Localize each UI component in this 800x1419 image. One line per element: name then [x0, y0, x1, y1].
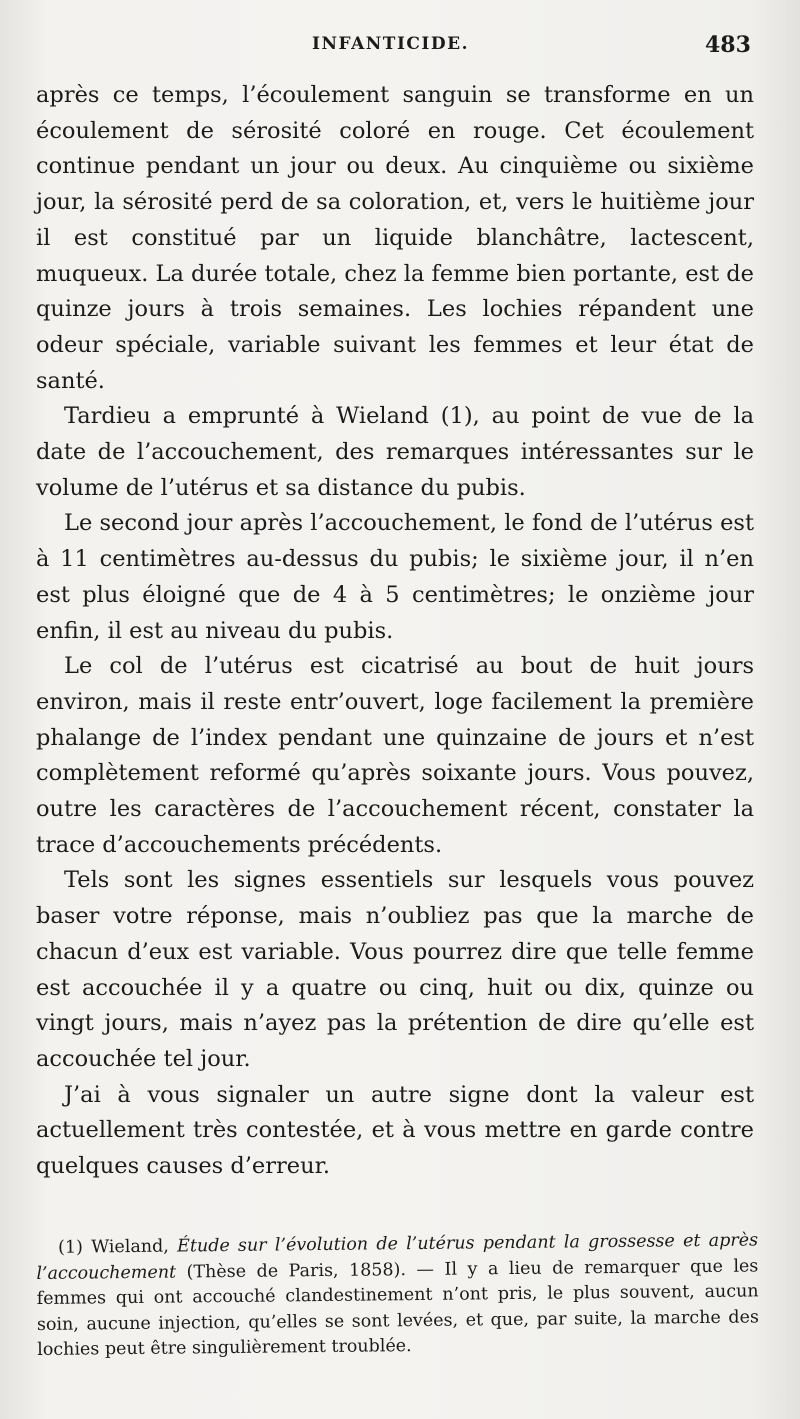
- footnote-title: Étude sur l’évolution de l’utérus pendant la grossesse et après l’accouchement: [36, 1230, 759, 1284]
- body-text: [36, 78, 754, 1185]
- running-head: INFANTICIDE.: [312, 34, 469, 54]
- page-header: [0, 30, 800, 70]
- paragraph-2: Tardieu a emprunté à Wieland (1), au point de vue de la date de l’accouchement, des remarques intéressantes sur le volume de l’utérus et sa distance du pubis.: [36, 403, 754, 501]
- footnote-marker: (1): [58, 1237, 84, 1258]
- footnote-author: Wieland,: [91, 1236, 169, 1258]
- footnote-text: (Thèse de Paris, 1858). — Il y a lieu de remarquer que les femmes qui ont accouché clandestinement n’ont pris, le plus souvent, aucun soin, aucune injection, qu’elles se sont levées, et que, par suite, la marche des lochies peut être singulièrement troublée.: [36, 1255, 759, 1360]
- page-number: 483: [705, 32, 751, 58]
- paragraph-1: après ce temps, l’écoulement sanguin se transforme en un écoulement de sérosité coloré en rouge. Cet écoulement continue pendant un jour ou deux. Au cinquième ou sixième jour, la sérosité perd de sa coloration, et, vers le huitième jour il est constitué par un liquide blanchâtre, lactescent, muqueux. La durée totale, chez la femme bien portante, est de quinze jours à trois semaines. Les lochies répandent une odeur spéciale, variable suivant les femmes et leur état de santé.: [36, 82, 754, 394]
- footnote: [36, 1228, 759, 1363]
- paragraph-4: Le col de l’utérus est cicatrisé au bout de huit jours environ, mais il reste entr’ouvert, loge facilement la première phalange de l’index pendant une quinzaine de jours et n’est complètement reformé qu’après soixante jours. Vous pouvez, outre les caractères de l’accouchement récent, constater la trace d’accouchements précédents.: [36, 653, 754, 858]
- paragraph-5: Tels sont les signes essentiels sur lesquels vous pouvez baser votre réponse, mais n’oubliez pas que la marche de chacun d’eux est variable. Vous pourrez dire que telle femme est accouchée il y a quatre ou cinq, huit ou dix, quinze ou vingt jours, mais n’ayez pas la prétention de dire qu’elle est accouchée tel jour.: [36, 867, 754, 1072]
- paragraph-3: Le second jour après l’accouchement, le fond de l’utérus est à 11 centimètres au-dessus du pubis; le sixième jour, il n’en est plus éloigné que de 4 à 5 centimètres; le onzième jour enfin, il est au niveau du pubis.: [36, 510, 754, 644]
- paragraph-6: J’ai à vous signaler un autre signe dont la valeur est actuellement très contestée, et à vous mettre en garde contre quelques causes d’erreur.: [36, 1081, 754, 1180]
